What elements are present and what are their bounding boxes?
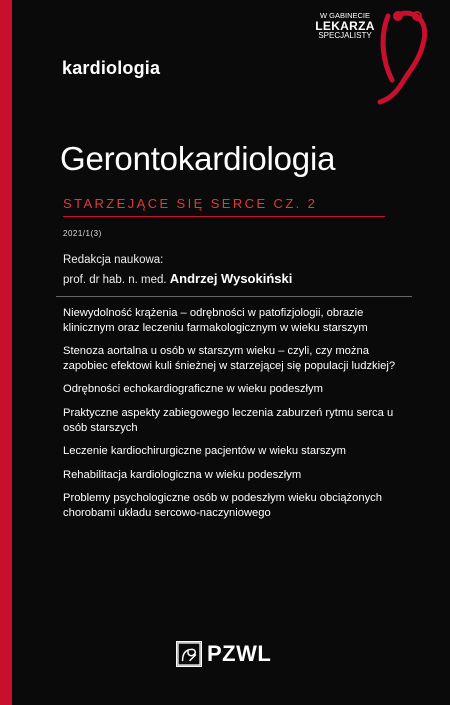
editor-prefix: prof. dr hab. n. med. xyxy=(63,274,167,286)
contents-item: Rehabilitacja kardiologiczna w wieku podeszłym xyxy=(63,468,302,481)
contents-item: Niewydolność krążenia – odrębności w patofizjologii, obrazie klinicznym oraz leczeniu farmakologicznym w wieku starszym xyxy=(63,307,368,334)
editor-label: Redakcja naukowa: xyxy=(63,254,164,266)
publisher-name: PZWL xyxy=(207,641,272,666)
series-badge xyxy=(300,12,390,41)
contents-item: Leczenie kardiochirurgiczne pacjentów w wieku starszym xyxy=(63,445,346,458)
series-line-1: W GABINECIE xyxy=(319,11,370,20)
issue-number: 2021/1(3) xyxy=(63,229,102,238)
series-line-3: SPECJALISTY xyxy=(318,31,372,41)
book-subtitle: STARZEJĄCE SIĘ SERCE CZ. 2 xyxy=(63,196,318,211)
editor-line xyxy=(63,271,292,286)
book-title: Gerontokardiologia xyxy=(60,140,336,177)
contents-item: Odrębności echokardiograficzne w wieku podeszłym xyxy=(63,383,323,396)
category-label: kardiologia xyxy=(62,58,161,78)
title-divider xyxy=(63,216,385,217)
pzwl-logo-icon xyxy=(176,641,202,667)
series-line-2: LEKARZA xyxy=(315,18,375,33)
contents-item: Praktyczne aspekty zabiegowego leczenia zaburzeń rytmu serca u osób starszych xyxy=(63,406,394,434)
contents-divider xyxy=(56,296,412,297)
contents-item: Stenoza aortalna u osób w starszym wieku – czyli, czy można zapobiec efektowi kuli śnieżnej w starzejącej się populacji ludzkiej? xyxy=(63,345,396,372)
contents-item: Problemy psychologiczne osób w podeszłym wieku obciążonych chorobami układu sercowo-naczyniowego xyxy=(63,492,383,519)
contents-list xyxy=(63,306,403,530)
red-side-bar xyxy=(0,0,12,705)
publisher-logo xyxy=(176,640,271,668)
editor-name: Andrzej Wysokiński xyxy=(169,271,293,286)
